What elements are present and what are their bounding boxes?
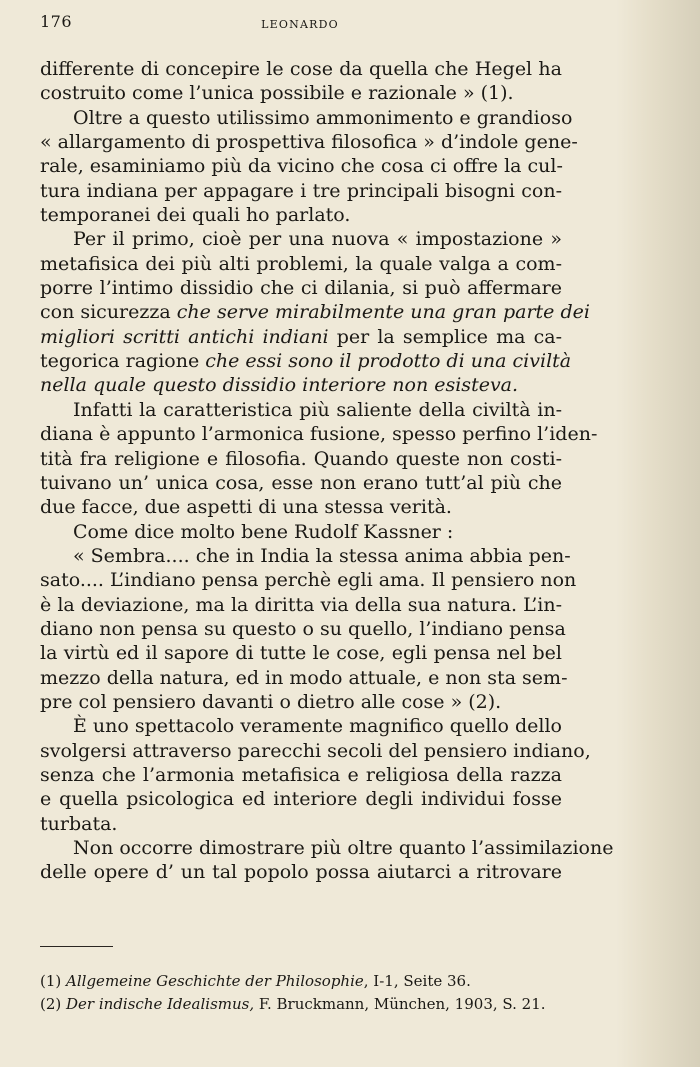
italic-text: migliori scritti antichi indiani — [40, 325, 329, 348]
page-number: 176 — [40, 12, 73, 31]
text-segment: per la semplice ma ca- — [328, 325, 562, 348]
text-line: differente di concepire le cose da quella che Hegel ha — [40, 58, 562, 80]
text-line: temporanei dei quali ho parlato. — [40, 204, 351, 227]
text-line: tità fra religione e filosofia. Quando queste non costi- — [40, 447, 562, 470]
text-line: turbata. — [40, 812, 118, 835]
text-segment: tegorica ragione — [40, 350, 206, 373]
text-line — [40, 373, 562, 397]
footnote-label: (2) — [40, 995, 62, 1013]
footnote-title: Der indische Idealismus, — [66, 995, 255, 1013]
text-line — [40, 349, 572, 373]
footnote-separator — [40, 946, 113, 947]
text-line: rale, esaminiamo più da vicino che cosa ci offre la cul- — [40, 155, 563, 178]
body-text — [40, 57, 614, 885]
footnote-reference: F. Bruckmann, München, 1903, S. 21. — [254, 995, 546, 1013]
italic-text: che essi sono il prodotto di una civiltà — [205, 350, 572, 373]
text-line: diano non pensa su questo o su quello, l’indiano pensa — [40, 617, 566, 640]
italic-text: nella quale questo dissidio interiore non esisteva. — [40, 374, 519, 397]
text-line — [40, 300, 590, 324]
text-line: pre col pensiero davanti o dietro alle cose » (2). — [40, 690, 502, 713]
text-line: tuivano un’ unica cosa, esse non erano tutt’al più che — [40, 471, 562, 494]
text-line: « Sembra.... che in India la stessa anima abbia pen- — [73, 544, 571, 567]
footnote-reference: , I-1, Seite 36. — [363, 972, 471, 990]
running-head — [40, 12, 560, 36]
text-line: Come dice molto bene Rudolf Kassner : — [73, 520, 454, 543]
text-line: costruito come l’unica possibile e razionale » (1). — [40, 82, 514, 105]
text-line: Non occorre dimostrare più oltre quanto l’assimilazione — [73, 837, 614, 859]
footnote-title: Allgemeine Geschichte der Philosophie — [66, 972, 364, 990]
italic-text: che serve mirabilmente una gran parte dei — [176, 301, 590, 324]
text-line: È uno spettacolo veramente magnifico quello dello — [73, 715, 562, 738]
text-line: delle opere d’ un tal popolo possa aiutarci a ritrovare — [40, 861, 562, 884]
text-line: senza che l’armonia metafisica e religiosa della razza — [40, 763, 562, 786]
footnotes — [40, 970, 562, 1016]
text-line: tura indiana per appagare i tre principali bisogni con- — [40, 179, 562, 202]
text-line: Per il primo, cioè per una nuova « impostazione » — [73, 228, 562, 251]
text-line: Infatti la caratteristica più saliente della civiltà in- — [73, 398, 562, 421]
text-line: Oltre a questo utilissimo ammonimento e grandioso — [73, 106, 573, 129]
text-line: sato.... L’indiano pensa perchè egli ama. Il pensiero non — [40, 569, 577, 592]
footnote — [40, 970, 562, 993]
text-line: è la deviazione, ma la diritta via della sua natura. L’in- — [40, 593, 562, 616]
text-line: la virtù ed il sapore di tutte le cose, egli pensa nel bel — [40, 642, 562, 665]
footnote-label: (1) — [40, 972, 62, 990]
text-line: diana è appunto l’armonica fusione, spesso perfino l’iden- — [40, 423, 598, 446]
text-segment: con sicurezza — [40, 301, 177, 324]
text-line: metafisica dei più alti problemi, la quale valga a com- — [40, 252, 562, 275]
text-line: mezzo della natura, ed in modo attuale, e non sta sem- — [40, 666, 568, 689]
text-line: e quella psicologica ed interiore degli individui fosse — [40, 788, 562, 811]
text-line: « allargamento di prospettiva filosofica » d’indole gene- — [40, 131, 578, 154]
text-line: svolgersi attraverso parecchi secoli del pensiero indiano, — [40, 739, 591, 762]
footnote — [40, 993, 562, 1016]
running-title: LEONARDO — [261, 18, 339, 31]
text-line: porre l’intimo dissidio che ci dilania, si può affermare — [40, 277, 562, 300]
text-line — [40, 325, 562, 349]
text-line: due facce, due aspetti di una stessa verità. — [40, 496, 452, 519]
